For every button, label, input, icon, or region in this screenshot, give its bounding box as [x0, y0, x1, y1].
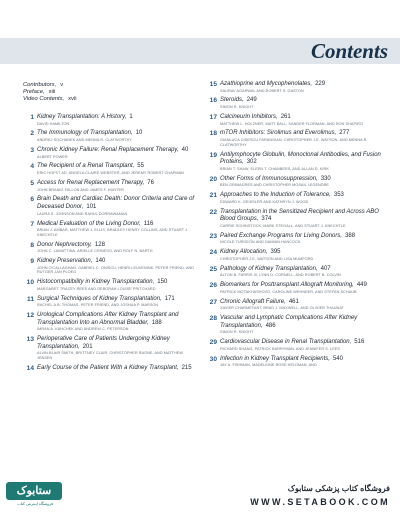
chapter-title-line — [220, 130, 382, 138]
chapter-authors: EDWARD K. GEISSLER AND KATHRYN J. WOOD — [220, 199, 309, 204]
chapter-title: Kidney Preservation, — [37, 258, 93, 265]
chapter-entry[interactable] — [207, 249, 382, 261]
front-matter-item[interactable] — [23, 96, 77, 103]
chapter-page: 407 — [320, 265, 331, 272]
chapter-page: 486 — [265, 322, 276, 329]
chapter-title: Infection in Kidney Transplant Recipients, — [220, 355, 330, 362]
front-matter-item[interactable] — [23, 82, 77, 89]
chapter-number: 1 — [30, 114, 34, 121]
chapter-authors: JAY A. FISHMAN, MADELEINE ROSE HELDMAN, AND — [220, 363, 317, 368]
chapter-title: Transplantation in the Sensitized Recipient and Across ABO Blood Groups, — [220, 208, 379, 223]
chapter-number: 17 — [209, 113, 217, 121]
chapter-page: 1 — [129, 114, 133, 120]
chapter-entry[interactable] — [207, 81, 382, 93]
chapter-authors: ALVIN BLAIR SMITH, BRITTNEY CLAIR, CHRISTOPHER RAONE, AND MATTHEW JENSEN — [37, 351, 184, 360]
chapter-title-line — [220, 81, 382, 89]
chapter-entry[interactable] — [207, 233, 382, 245]
chapter-number: 11 — [27, 295, 34, 303]
chapter-page: 540 — [332, 355, 343, 362]
chapter-page: 140 — [95, 258, 106, 265]
chapter-authors: MATTHEW L. HOLZNER, MATT BALL, SANDER FLORMAN, AND RON SHAPIRO — [220, 121, 363, 126]
chapter-title-line — [37, 312, 199, 327]
chapter-entry[interactable] — [24, 180, 199, 192]
chapter-title-line — [220, 315, 382, 330]
chapter-number: 2 — [30, 130, 34, 138]
chapter-page: 374 — [261, 216, 272, 223]
chapter-number: 18 — [209, 130, 217, 138]
chapter-number: 25 — [209, 265, 217, 273]
chapter-title-line — [220, 192, 382, 200]
chapter-authors: SIMON R. KNIGHT — [220, 105, 254, 110]
chapter-number: 12 — [26, 312, 34, 320]
chapter-title-line — [220, 233, 382, 241]
chapter-title: Access for Renal Replacement Therapy, — [37, 179, 145, 186]
chapter-page: 10 — [135, 130, 143, 137]
chapter-entry[interactable] — [207, 130, 382, 147]
chapter-title: Urological Complications After Kidney Transplant and Transplantation Into an Abnormal Bladder, — [37, 312, 179, 326]
chapter-entry[interactable] — [24, 258, 199, 275]
chapter-number: 29 — [209, 339, 217, 347]
chapter-title: Other Forms of Immunosuppression, — [220, 175, 318, 182]
chapter-authors: BRIAN T. SHAW, ELEEN T. CHAMBERS, AND ALLAN D. KIRK — [220, 166, 329, 171]
chapter-authors: CARRIE SCHINSTOCK, MARK STEGALL, AND STUART J. KNECHTLE — [220, 223, 346, 228]
chapter-title: The Recipient of a Renal Transplant, — [37, 163, 135, 170]
chapter-title: Kidney Transplantation: A History, — [37, 114, 127, 120]
chapter-page: 150 — [157, 279, 168, 286]
chapter-entry[interactable] — [207, 114, 382, 126]
chapter-page: 229 — [315, 81, 326, 87]
chapter-title-line — [220, 176, 382, 184]
chapter-title: Cardiovascular Disease in Renal Transplantation, — [220, 339, 352, 346]
chapter-number: 13 — [26, 336, 34, 344]
chapter-title: Surgical Techniques of Kidney Transplantation, — [37, 295, 162, 302]
chapter-title-line — [37, 163, 199, 171]
chapter-page: 330 — [320, 175, 331, 182]
contents-column-right — [207, 81, 382, 372]
logo-subtitle: فروشگاه اینترنتی کتاب — [17, 502, 53, 506]
chapter-title: mTOR Inhibitors: Sirolimus and Everolimus, — [220, 130, 337, 137]
chapter-page: 249 — [246, 97, 257, 104]
contents-column-left — [24, 114, 199, 377]
chapter-authors: NICOLE TURGEON AND DAMIAN HANCOCK — [220, 240, 301, 245]
chapter-number: 8 — [30, 241, 34, 249]
chapter-authors: ANDREJ SOCHANEK AND MENNA R. CLATWORTHY — [37, 138, 133, 143]
chapter-title: Chronic Kidney Failure: Renal Replacement Therapy, — [37, 146, 179, 153]
chapter-title: Antilymphocyte Globulin, Monoclonal Antibodies, and Fusion Proteins, — [220, 151, 381, 166]
chapter-title: Paired Exchange Programs for Living Donors, — [220, 232, 343, 239]
front-matter-label: Contributors, — [23, 82, 57, 88]
chapter-authors: JOHN BRANIG FALLON AND JAMES F. HUNTER — [37, 187, 124, 192]
chapter-number: 26 — [209, 282, 217, 290]
chapter-number: 21 — [209, 192, 217, 200]
chapter-number: 16 — [209, 97, 217, 105]
chapter-entry[interactable] — [207, 282, 382, 294]
chapter-title: The Immunology of Transplantation, — [37, 130, 133, 137]
chapter-page: 76 — [147, 179, 154, 186]
chapter-entry[interactable] — [207, 209, 382, 229]
chapter-title-line — [37, 221, 199, 229]
chapter-entry[interactable] — [24, 336, 199, 360]
chapter-title-line — [37, 114, 199, 122]
chapter-title-line — [37, 180, 199, 188]
chapter-authors: XAVIER CHARMETANT, BRAD J. MAXWELL, AND OLIVIER THAUNAT — [220, 306, 344, 311]
chapter-entry[interactable] — [207, 192, 382, 204]
chapter-number: 15 — [209, 81, 217, 88]
chapter-page: 516 — [354, 339, 365, 346]
store-name: فروشگاه کتاب پزشکی ستابوک — [287, 484, 390, 493]
chapter-title: Early Course of the Patient With a Kidney Transplant, — [37, 364, 179, 371]
chapter-number: 9 — [30, 258, 34, 266]
chapter-authors: ALBERT POWER — [37, 154, 68, 159]
chapter-number: 7 — [30, 220, 34, 228]
chapter-entry[interactable] — [207, 315, 382, 335]
chapter-page: 215 — [181, 364, 192, 371]
chapter-entry[interactable] — [207, 299, 382, 311]
chapter-number: 28 — [209, 315, 217, 323]
chapter-authors: SIMON R. KNIGHT — [220, 330, 254, 335]
chapter-entry[interactable] — [24, 221, 199, 238]
chapter-title-line — [220, 356, 382, 364]
chapter-title: Biomarkers for Posttransplant Allograft Monitoring, — [220, 282, 354, 289]
chapter-page: 188 — [151, 319, 162, 326]
chapter-number: 10 — [26, 279, 34, 287]
chapter-page: 302 — [246, 159, 257, 166]
chapter-title-line — [220, 282, 382, 290]
chapter-title-line — [220, 152, 382, 167]
chapter-title: Azathioprine and Mycophenolates, — [220, 81, 313, 87]
chapter-authors: RICHARD SHANG, PATRICK BARRYMAN, AND JENNIFER S. LEES — [220, 346, 340, 351]
page-title: Contents — [310, 39, 388, 63]
setabook-logo[interactable] — [4, 480, 66, 508]
chapter-page: 55 — [137, 163, 144, 170]
chapter-title-line — [37, 130, 199, 138]
chapter-authors: CHRISTOPHER J.E. WATSON AND LISA MUMFORD — [220, 256, 314, 261]
chapter-authors: GIANLUCA CIDESCU FARANGIAN, CHRISTOPHER J.E. WATSON, AND MENNA R. CLATWORTHY — [220, 138, 368, 147]
store-url-link[interactable]: WWW.SETABOOK.COM — [250, 497, 390, 507]
chapter-page: 395 — [270, 249, 281, 256]
chapter-title: Histocompatibility in Kidney Transplantation, — [37, 279, 155, 286]
chapter-authors: BEN GRIMAGRES AND CHRISTOPHER MOSAIL LEGENDRE — [220, 183, 330, 188]
chapter-entry[interactable] — [207, 152, 382, 172]
chapter-entry[interactable] — [24, 242, 199, 254]
chapter-number: 14 — [26, 364, 34, 372]
chapter-number: 4 — [30, 163, 34, 171]
chapter-entry[interactable] — [207, 356, 382, 368]
chapter-number: 5 — [30, 179, 34, 187]
chapter-authors: RACHEL A.B. THOMAS, PETER FRIEND, AND JOSHUA P. MARSON — [37, 303, 159, 308]
chapter-authors: JOHN O'CALLAGHAN, GABRIEL C. ONISCU, HENRI LEUVENINK, PETER FRIEND, AND RUTGER JAN PLOEG — [37, 265, 195, 275]
chapter-page: 353 — [333, 192, 344, 199]
chapter-authors: BRIAN J. AMBAR, MATTHEW J. ELLIS, BRADLEY HENRY COLLINS, AND STUART J. KNECHTLE — [37, 228, 189, 237]
chapter-entry[interactable] — [207, 176, 382, 188]
chapter-number: 19 — [209, 151, 217, 159]
chapter-title: Approaches to the Induction of Tolerance, — [220, 192, 331, 199]
chapter-title-line — [37, 365, 199, 373]
chapter-title-line — [220, 266, 382, 274]
chapter-entry[interactable] — [24, 312, 199, 332]
chapter-title: Brain Death and Cardiac Death: Donor Criteria and Care of Deceased Donor, — [37, 196, 195, 211]
chapter-page: 128 — [94, 241, 105, 248]
chapter-authors: ALTON B. FARRIS III, LYNN D. CORNELL, AND ROBERT B. COLVIN — [220, 273, 341, 278]
logo-mark: ستابوک — [6, 482, 62, 500]
chapter-authors: MARGARET TRACEY REES AND DEBORAH LOUISE PRITCHARD — [37, 286, 156, 291]
chapter-authors: PATRICK MOTAKHASHOVO, CAROLINE WEHNEER, AND STEFAN SCHAUB — [220, 289, 357, 294]
chapter-entry[interactable] — [24, 147, 199, 159]
chapter-entry[interactable] — [24, 279, 199, 291]
chapter-authors: IMRAN A. KAHCHEK AND ANDREW C. PETERSON — [37, 327, 129, 332]
chapter-number: 23 — [209, 232, 217, 240]
chapter-title-line — [220, 299, 382, 307]
chapter-entry[interactable] — [24, 296, 199, 308]
chapter-title-line — [37, 196, 199, 211]
front-matter-page: v — [60, 82, 64, 88]
chapter-title: Calcineurin Inhibitors, — [220, 113, 278, 120]
chapter-title-line — [37, 336, 199, 351]
chapter-title: Vascular and Lymphatic Complications After Kidney Transplantation, — [220, 315, 358, 329]
front-matter-page: xiii — [48, 89, 56, 96]
chapter-entry[interactable] — [24, 163, 199, 175]
chapter-authors: SAURAV AGARWAL AND ROBERT S. GASTON — [220, 88, 304, 93]
chapter-authors: ERIC HOFST AD, ANGELA CLAIRE WEBSTER, AND JEREMY ROBERT CHAPMAN — [37, 171, 184, 176]
chapter-title: Pathology of Kidney Transplantation, — [220, 265, 318, 272]
chapter-title-line — [220, 97, 382, 105]
chapter-page: 171 — [164, 295, 175, 302]
chapter-entry[interactable] — [24, 365, 199, 373]
chapter-number: 20 — [209, 175, 217, 183]
chapter-page: 40 — [181, 146, 189, 153]
chapter-title-line — [37, 279, 199, 287]
chapter-page: 277 — [339, 130, 350, 137]
chapter-title-line — [220, 209, 382, 224]
chapter-number: 6 — [30, 196, 34, 204]
chapter-page: 449 — [356, 282, 367, 289]
chapter-title: Kidney Allocation, — [220, 249, 268, 256]
chapter-title-line — [37, 147, 199, 155]
chapter-title-line — [37, 258, 199, 266]
chapter-entry[interactable] — [24, 114, 199, 126]
chapter-authors: JOHN C. LAMATTINA, ARIELLE CRINESO, AND ROLF N. BARTH — [37, 249, 153, 254]
chapter-page: 261 — [280, 113, 291, 120]
chapter-number: 22 — [209, 208, 217, 216]
chapter-page: 101 — [86, 204, 97, 211]
front-matter-page: xvii — [68, 96, 77, 103]
chapter-page: 201 — [82, 343, 93, 350]
chapter-title: Medical Evaluation of the Living Donor, — [37, 220, 141, 227]
chapter-authors: LAURA S. JOHNSON AND RAHUL DORRAWAMAN — [37, 211, 128, 216]
chapter-title: Donor Nephrectomy, — [37, 241, 92, 248]
front-matter-list — [23, 82, 77, 104]
chapter-number: 30 — [209, 355, 217, 363]
chapter-title-line — [37, 296, 199, 304]
chapter-entry[interactable] — [207, 339, 382, 351]
chapter-entry[interactable] — [207, 97, 382, 109]
chapter-page: 461 — [288, 298, 299, 305]
chapter-title-line — [220, 249, 382, 257]
chapter-title: Perioperative Care of Patients Undergoing Kidney Transplantation, — [37, 336, 170, 350]
chapter-page: 116 — [143, 220, 154, 227]
chapter-title: Steroids, — [220, 97, 244, 104]
chapter-title-line — [220, 114, 382, 122]
chapter-title-line — [220, 339, 382, 347]
chapter-title: Chronic Allograft Failure, — [220, 298, 286, 305]
front-matter-label: Preface, — [23, 89, 45, 96]
chapter-entry[interactable] — [24, 196, 199, 216]
chapter-title-line — [37, 242, 199, 250]
chapter-number: 27 — [209, 298, 217, 306]
chapter-entry[interactable] — [24, 130, 199, 142]
chapter-entry[interactable] — [207, 266, 382, 278]
chapter-page: 388 — [345, 232, 356, 239]
chapter-number: 3 — [30, 146, 34, 154]
chapter-authors: DAVID HAMILTON — [37, 121, 70, 126]
front-matter-item[interactable] — [23, 89, 77, 96]
chapter-number: 24 — [209, 249, 217, 257]
front-matter-label: Video Contents, — [23, 96, 65, 103]
